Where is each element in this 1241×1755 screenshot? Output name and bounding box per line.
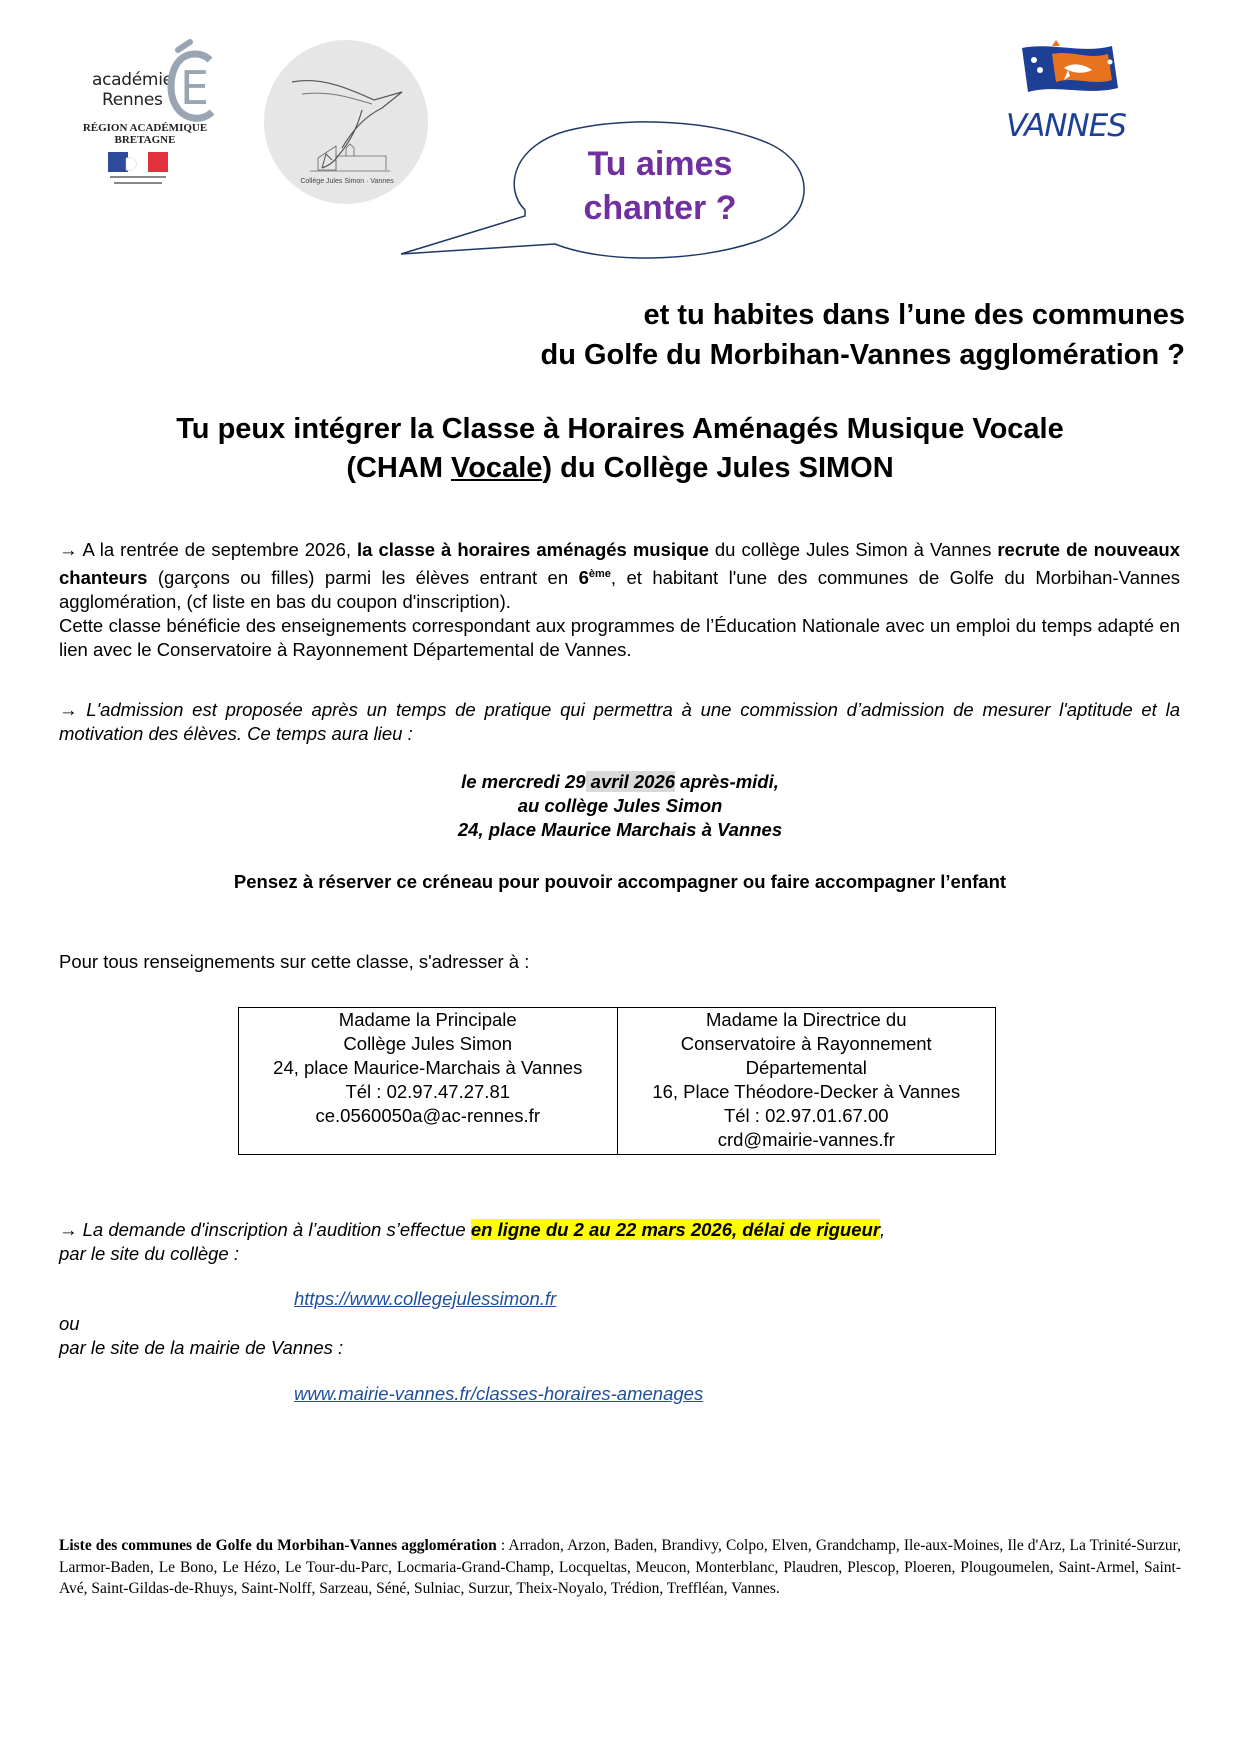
registration-deadline: en ligne du 2 au 22 mars 2026, délai de rigueur <box>470 1219 881 1240</box>
p1-a: → A la rentrée de septembre 2026, <box>59 539 358 560</box>
academie-rennes-logo <box>70 38 230 208</box>
registration-pre: → La demande d'inscription à l’audition s’effectue <box>59 1219 471 1240</box>
rennes-word: Rennes <box>102 90 163 110</box>
reminder-text: Pensez à réserver ce créneau pour pouvoir accompagner ou faire accompagner l’enfant <box>233 871 1007 892</box>
contact-line: Tél : 02.97.47.27.81 <box>345 1081 511 1102</box>
footnote-text: : Arradon, Arzon, Baden, Brandivy, Colpo, Elven, Grandchamp, Ile-aux-Moines, Ile d'Arz, La Trinité-Surzur, Larmor-Baden, Le Bono, Le Hézo, Le Tour-du-Parc, Locmaria-Grand-Champ, Locqueltas, Meucon, Monterblanc, Plaudren, Plescop, Ploeren, Plougoumelen, Saint-Armel, Saint-Avé, Saint-Gildas-de-Rhuys, Saint-Nolff, Sarzeau, Séné, Sulniac, Surzur, Theix-Noyalo, Trédion, Treffléan, Vannes. <box>59 1537 1181 1597</box>
contact-line: 16, Place Théodore-Decker à Vannes <box>652 1081 961 1102</box>
p1-h: , et habitant l'une des communes de Golfe du Morbihan-Vannes agglomération, (cf liste en bas du coupon d'inscription). <box>59 567 1180 613</box>
republique-francaise-flag-icon <box>108 152 168 190</box>
p1-c: du collège Jules Simon à Vannes <box>708 539 998 560</box>
subtitle-line1: et tu habites dans l’une des communes <box>643 299 1185 331</box>
contact-intro: Pour tous renseignements sur cette classe, s'adresser à : <box>59 951 530 972</box>
footnote-label: Liste des communes de Golfe du Morbihan-Vannes agglomération <box>59 1537 497 1554</box>
intro-paragraph <box>59 538 1180 662</box>
contact-line: Conservatoire à Rayonnement <box>680 1033 932 1054</box>
title-line2 <box>60 449 1180 488</box>
college-website-link[interactable]: https://www.collegejulessimon.fr <box>294 1288 557 1309</box>
registration-alternative <box>59 1312 343 1360</box>
event-line2: au collège Jules Simon <box>517 795 723 816</box>
contact-email[interactable]: crd@mairie-vannes.fr <box>717 1129 895 1150</box>
registration-post: , <box>880 1219 886 1240</box>
p1-g: ème <box>588 568 611 580</box>
region-academique-line1: RÉGION ACADÉMIQUE <box>82 122 208 134</box>
p1-d: recrute de nouveaux chanteurs <box>59 539 1181 589</box>
region-academique-line2: BRETAGNE <box>114 134 176 146</box>
bubble-text <box>535 142 785 230</box>
contact-line: Madame la Principale <box>338 1009 517 1030</box>
title-vocale-underlined: Vocale <box>451 452 543 484</box>
bubble-line1: Tu aimes <box>587 145 733 183</box>
table-row <box>239 1008 996 1155</box>
p1-f: 6 <box>578 567 589 589</box>
contact-line: 24, place Maurice-Marchais à Vannes <box>273 1057 583 1078</box>
bubble-line2: chanter ? <box>583 189 737 227</box>
svg-text:E: E <box>180 61 210 115</box>
mairie-site-text: par le site de la mairie de Vannes : <box>59 1337 344 1358</box>
registration-line1 <box>59 1218 1180 1242</box>
vannes-flag-ermine-icon <box>1012 40 1132 110</box>
title-line2-pre: (CHAM <box>346 452 452 484</box>
or-text: ou <box>59 1313 80 1334</box>
contact-line: Collège Jules Simon <box>343 1033 513 1054</box>
event-highlight: avril 2026 <box>585 771 676 792</box>
contact-principale <box>239 1008 618 1155</box>
p1-e: (garçons ou filles) parmi les élèves entrant en <box>147 567 579 589</box>
vannes-city-logo <box>1000 40 1140 150</box>
registration-info <box>59 1218 1180 1266</box>
page-title <box>60 410 1180 488</box>
title-line1: Tu peux intégrer la Classe à Horaires Aménagés Musique Vocale <box>176 413 1064 445</box>
contact-email[interactable]: ce.0560050a@ac-rennes.fr <box>315 1105 540 1126</box>
contact-line: Départemental <box>745 1057 867 1078</box>
contact-line: Madame la Directrice du <box>706 1009 907 1030</box>
contact-table <box>238 1007 996 1155</box>
p1-b: la classe à horaires aménagés musique <box>357 539 709 560</box>
p1-i: Cette classe bénéficie des enseignements correspondant aux programmes de l’Éducation Nationale avec un emploi du temps adapté en lien avec le Conservatoire à Rayonnement Départemental de Vannes. <box>59 615 1180 661</box>
mairie-website-link[interactable]: www.mairie-vannes.fr/classes-horaires-amenages <box>294 1383 704 1404</box>
academie-e-emblem-icon <box>158 38 228 128</box>
subtitle <box>60 295 1185 375</box>
event-pre: le mercredi 29 <box>461 771 586 792</box>
event-post: après-midi, <box>675 771 779 792</box>
college-caption: Collège Jules Simon · Vannes <box>300 178 394 185</box>
subtitle-line2: du Golfe du Morbihan-Vannes agglomération ? <box>540 339 1185 371</box>
communes-list-footnote <box>59 1535 1181 1600</box>
contact-conservatoire <box>617 1008 996 1155</box>
audition-event <box>60 770 1180 842</box>
admission-paragraph: → L'admission est proposée après un temps de pratique qui permettra à une commission d’admission de mesurer l'aptitude et la motivation des élèves. Ce temps aura lieu : <box>59 699 1180 744</box>
academie-word: académie <box>92 70 173 90</box>
title-line2-post: ) du Collège Jules SIMON <box>542 452 894 484</box>
event-line3: 24, place Maurice Marchais à Vannes <box>457 819 783 840</box>
vannes-wordmark: VANNES <box>1006 108 1126 144</box>
contact-line: Tél : 02.97.01.67.00 <box>723 1105 889 1126</box>
registration-line2: par le site du collège : <box>59 1243 239 1264</box>
event-line1 <box>60 770 1180 794</box>
